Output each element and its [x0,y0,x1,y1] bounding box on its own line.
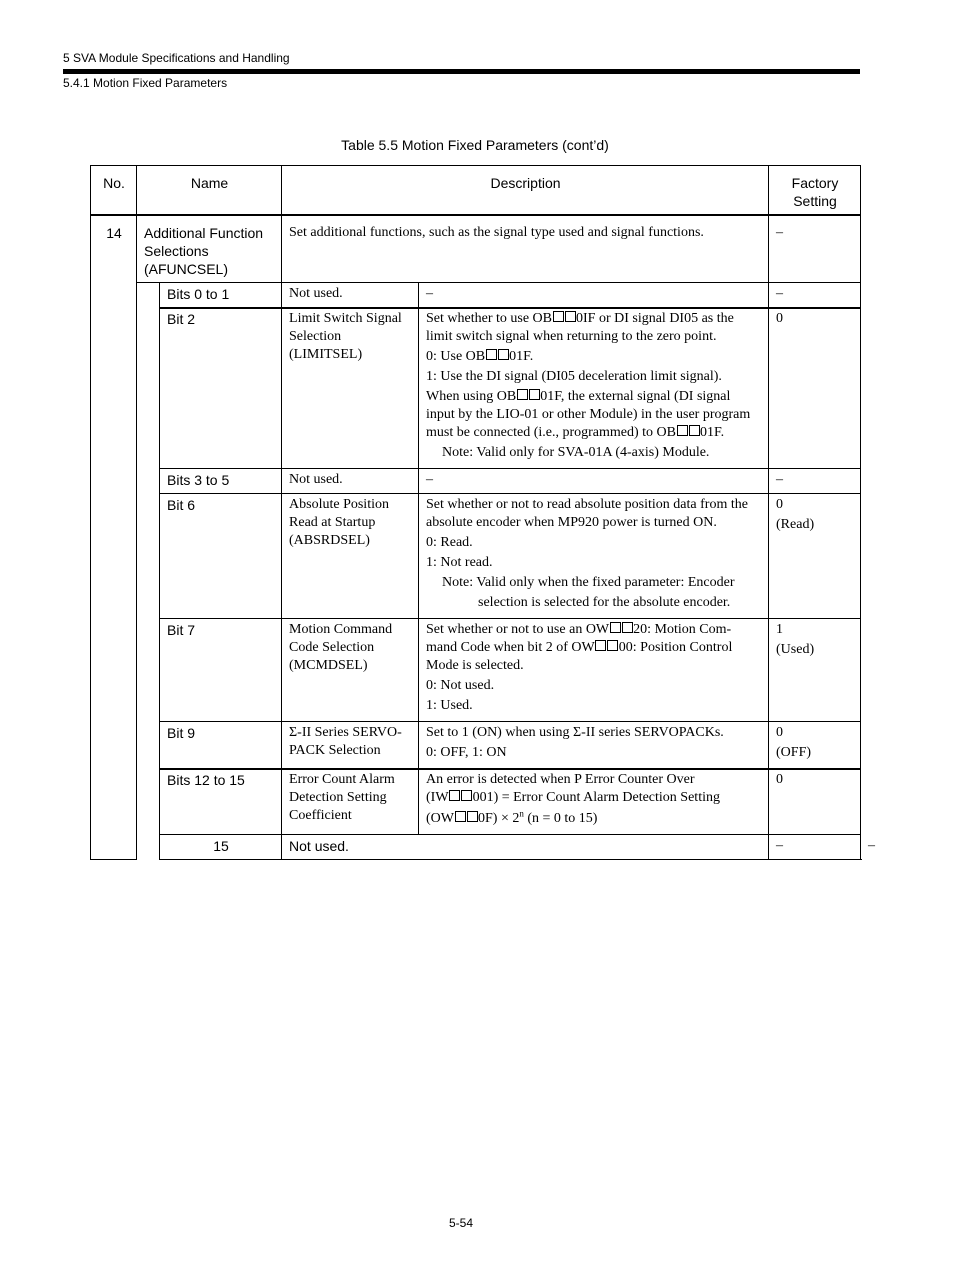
col-header-description: Description [282,166,769,216]
desc-note: selection is selected for the absolute encoder. [478,595,731,610]
bit-factory: 0 [769,308,861,469]
bit-factory [769,494,861,619]
bit-label: Bit 6 [160,494,282,619]
bit-name-line: Coefficient [289,808,352,823]
table-row [91,769,861,835]
bit-factory: – [769,283,861,309]
table-header-row [91,166,861,216]
bit-name-line: (ABSRDSEL) [289,533,370,548]
bit-name-line: Selection [289,329,342,344]
row15-description: – [769,835,861,860]
factory-value: 0 [776,497,784,512]
bit-label: Bits 0 to 1 [160,283,282,309]
bit-name-line: Detection Setting [289,790,387,805]
row14-name-line: Selections [144,243,209,259]
page-number: 5-54 [448,1216,474,1230]
chapter-header: 5 SVA Module Specifications and Handling [63,51,290,65]
col-header-no: No. [91,166,137,216]
bit-label: Bit 9 [160,722,282,770]
bit-label: Bit 2 [160,308,282,469]
bit-name [282,619,419,722]
section-header: 5.4.1 Motion Fixed Parameters [63,76,228,90]
bit-name-line: Error Count Alarm [289,772,395,787]
desc-line: Set whether or not to read absolute position data from the absolute encoder when MP920 power is turned ON. [426,497,748,530]
desc-line: Set whether or not to use an OW 20: Motion Com- mand Code when bit 2 of OW 00: Position Control Mode is selected. [426,622,733,673]
desc-line: 1: Used. [426,698,473,713]
desc-line: Set whether to use OB 0IF or DI signal DI05 as the limit switch signal when returning to the zero point. [426,311,734,344]
desc-line: 1: Use the DI signal (DI05 deceleration limit signal). [426,369,722,384]
factory-value: (Used) [776,642,815,657]
bit-name-line: Σ-II Series SERVO- [289,725,402,740]
table-row: 15 Not used. – – [91,835,861,860]
bit-name [282,308,419,469]
desc-line: When using OB 01F, the external signal (DI signal input by the LIO-01 or other Module) in the user program must be connected (i.e., programmed) to OB 01F. [426,389,751,440]
bit-name: Not used. [282,283,419,309]
desc-note: Note: Valid only for SVA-01A (4-axis) Module. [442,445,710,460]
bit-label: Bits 12 to 15 [160,769,282,835]
desc-line: 0: OFF, 1: ON [426,745,507,760]
table-row [91,619,861,722]
bit-description: – [419,283,769,309]
row14-description: Set additional functions, such as the signal type used and signal functions. [282,215,769,283]
header-rule [63,69,860,74]
row15-number: 15 [160,835,282,860]
row14-name-line: (AFUNCSEL) [144,261,229,277]
table-row [91,283,861,309]
row14-number: 14 [91,215,137,860]
col-header-factory-setting [769,166,861,216]
motion-fixed-parameters-table [90,165,876,860]
bit-factory: – [769,469,861,494]
row14-name [137,215,282,283]
desc-line: Set to 1 (ON) when using Σ-II series SERVOPACKs. [426,725,724,740]
bit-name-line: Motion Command [289,622,393,637]
bit-description [419,722,769,770]
bit-factory: 0 [769,769,861,835]
factory-value: (OFF) [776,745,812,760]
bit-name-line: Limit Switch Signal [289,311,402,326]
row14-factory: – [769,215,861,283]
bit-name-line: Code Selection [289,640,375,655]
table-row [91,494,861,619]
desc-line: 0: Read. [426,535,473,550]
table-row [91,469,861,494]
bit-label: Bit 7 [160,619,282,722]
factory-header-line1: Factory [791,175,839,191]
bit-name [282,494,419,619]
table-caption: Table 5.5 Motion Fixed Parameters (cont’d) [341,137,609,153]
factory-header-line2: Setting [793,193,837,209]
bit-description: – [419,469,769,494]
desc-line: An error is detected when P Error Counter Over (IW 001) = Error Count Alarm Detection Setting [426,772,720,805]
factory-value: 1 [776,622,784,637]
bit-factory [769,619,861,722]
table-row [91,722,861,770]
bit-name-line: Read at Startup [289,515,376,530]
bit-name [282,769,419,835]
table-row [91,215,861,283]
desc-line: 0: Not used. [426,678,495,693]
bit-name-line: Absolute Position [289,497,389,512]
bit-factory [769,722,861,770]
desc-line: 0: Use OB 01F. [426,349,534,364]
bit-name-line: (LIMITSEL) [289,347,363,362]
bit-label: Bits 3 to 5 [160,469,282,494]
row14-name-line: Additional Function [144,225,264,241]
desc-note: Note: Valid only when the fixed parameter: Encoder [442,575,735,590]
bit-name: Not used. [282,469,419,494]
bit-description [419,308,769,469]
bit-description [419,619,769,722]
row14-indent-cell [137,283,160,860]
bit-name-line: PACK Selection [289,743,381,758]
table-row [91,308,861,469]
bit-description [419,494,769,619]
bit-name [282,722,419,770]
desc-line: 1: Not read. [426,555,493,570]
desc-line: (OW $0F) \times 2^n$ (n = 0 to 15) [426,808,598,826]
factory-value: (Read) [776,517,815,532]
row15-name: Not used. [282,835,769,860]
bit-name-line: (MCMDSEL) [289,658,368,673]
factory-value: 0 [776,725,784,740]
bit-description [419,769,769,835]
col-header-name: Name [137,166,282,216]
